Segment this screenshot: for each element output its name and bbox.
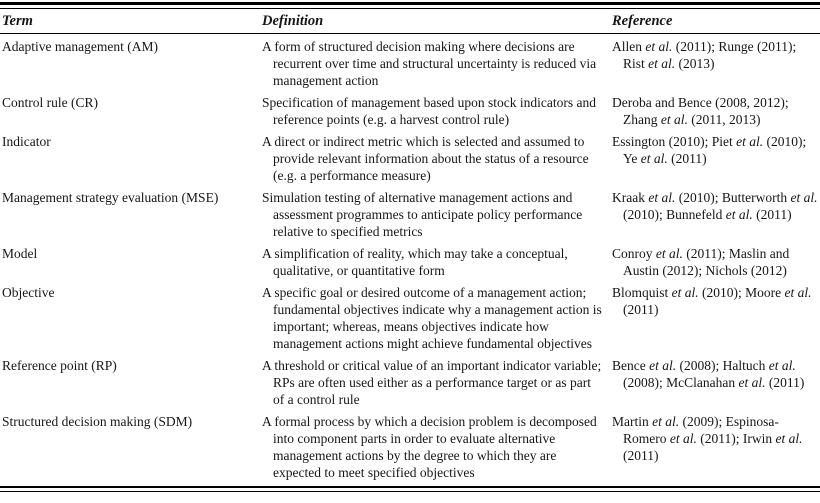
table-row xyxy=(0,355,820,411)
table-row xyxy=(0,282,820,355)
glossary-table xyxy=(0,9,820,484)
term-cell: Adaptive management (AM) xyxy=(2,39,158,54)
table-top-rule xyxy=(0,2,820,9)
definition-cell: A threshold or critical value of an important indicator variable; RPs are often used either as a performance target or as part of a control rule xyxy=(262,358,602,407)
table-row xyxy=(0,92,820,131)
header-row xyxy=(0,9,820,34)
definition-cell: A formal process by which a decision problem is decomposed into component parts in order to evaluate alternative management actions by the degree to which they are expected to meet specified objectives xyxy=(262,414,597,480)
reference-cell: Kraak et al. (2010); Butterworth et al. (2010); Bunnefeld et al. (2011) xyxy=(612,190,818,222)
column-header-term: Term xyxy=(0,9,260,34)
term-cell: Control rule (CR) xyxy=(2,95,98,110)
reference-cell: Martin et al. (2009); Espinosa-Romero et al. (2011); Irwin et al. (2011) xyxy=(612,414,803,463)
term-cell: Reference point (RP) xyxy=(2,358,117,373)
reference-cell: Blomquist et al. (2010); Moore et al. (2011) xyxy=(612,285,812,317)
table-row xyxy=(0,34,820,93)
table-body xyxy=(0,34,820,485)
term-cell: Indicator xyxy=(2,134,51,149)
definition-cell: Simulation testing of alternative management actions and assessment programmes to anticipate policy performance relative to specified metrics xyxy=(262,190,583,239)
table-header xyxy=(0,9,820,34)
definition-cell: A form of structured decision making where decisions are recurrent over time and structural uncertainty is reduced via management action xyxy=(262,39,597,88)
reference-cell: Allen et al. (2011); Runge (2011); Rist et al. (2013) xyxy=(612,39,797,71)
term-cell: Objective xyxy=(2,285,55,300)
reference-cell: Essington (2010); Piet et al. (2010); Ye et al. (2011) xyxy=(612,134,807,166)
column-header-definition: Definition xyxy=(260,9,610,34)
definition-cell: A direct or indirect metric which is selected and assumed to provide relevant information about the status of a resource (e.g. a performance measure) xyxy=(262,134,589,183)
definition-cell: A simplification of reality, which may take a conceptual, qualitative, or quantitative form xyxy=(262,246,568,278)
term-cell: Model xyxy=(2,246,38,261)
definition-cell: A specific goal or desired outcome of a management action; fundamental objectives indicate why a management action is important; whereas, means objectives indicate how management actions might achieve fundamental objectives xyxy=(262,285,602,351)
term-cell: Management strategy evaluation (MSE) xyxy=(2,190,219,205)
table-row xyxy=(0,131,820,187)
reference-cell: Bence et al. (2008); Haltuch et al. (2008); McClanahan et al. (2011) xyxy=(612,358,805,390)
definition-cell: Specification of management based upon stock indicators and reference points (e.g. a harvest control rule) xyxy=(262,95,597,127)
table-bottom-rule xyxy=(0,486,820,492)
term-cell: Structured decision making (SDM) xyxy=(2,414,193,429)
table-row xyxy=(0,243,820,282)
reference-cell: Deroba and Bence (2008, 2012); Zhang et al. (2011, 2013) xyxy=(612,95,789,127)
reference-cell: Conroy et al. (2011); Maslin and Austin (2012); Nichols (2012) xyxy=(612,246,790,278)
column-header-reference: Reference xyxy=(610,9,820,34)
table-row xyxy=(0,411,820,484)
table-row xyxy=(0,187,820,243)
